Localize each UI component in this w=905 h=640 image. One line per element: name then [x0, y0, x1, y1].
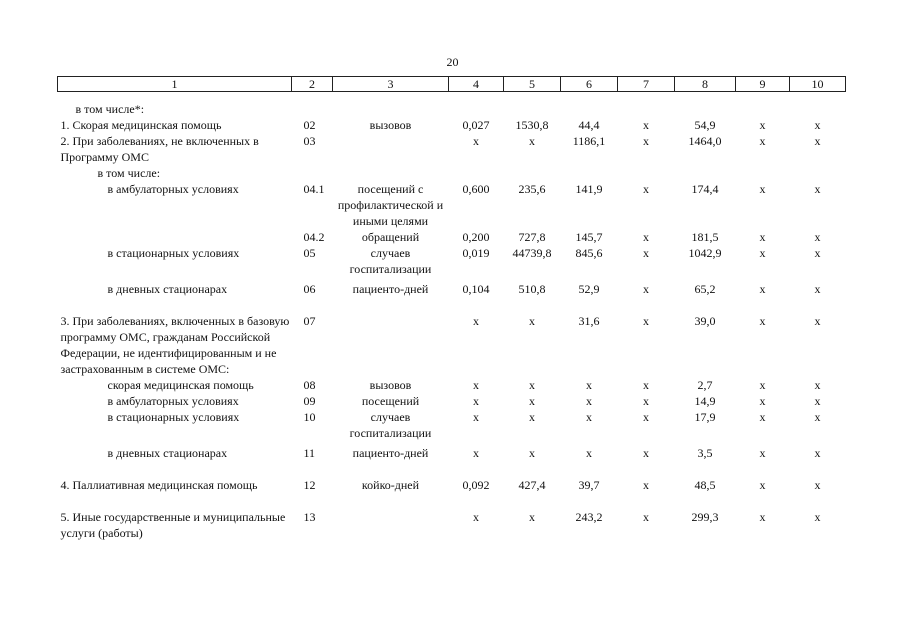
row-col10: x	[814, 118, 821, 132]
header-row	[58, 77, 846, 92]
row-col7: x	[643, 134, 649, 148]
row-col7	[618, 92, 675, 118]
row-col4: 0,019	[462, 246, 490, 260]
row-col8: 174,4	[691, 182, 719, 196]
row-col10: x	[814, 182, 821, 196]
row-col8: 48,5	[694, 478, 716, 492]
row-col4: x	[473, 378, 479, 392]
row-unit: случаев госпитализации	[349, 246, 432, 276]
row-col10: x	[814, 478, 821, 492]
row-col5: x	[529, 134, 535, 148]
row-code	[292, 92, 333, 118]
header-cell: 10	[790, 77, 846, 92]
row-code: 09	[303, 394, 316, 408]
row-col6: 44,4	[578, 118, 600, 132]
row-col6: x	[586, 378, 592, 392]
header-cell: 9	[736, 77, 790, 92]
row-col8: 2,7	[697, 378, 713, 392]
row-col10	[790, 92, 846, 118]
row-col8: 39,0	[694, 314, 716, 328]
row-col5: x	[529, 314, 535, 328]
table-row	[58, 277, 846, 297]
row-col7: x	[643, 314, 649, 328]
row-name: в том числе*:	[75, 102, 145, 116]
row-col4: x	[473, 314, 479, 328]
row-col9: x	[759, 446, 766, 460]
row-col9	[736, 92, 790, 118]
row-name: в стационарных условиях	[107, 246, 240, 260]
row-unit: пациенто-дней	[352, 446, 429, 460]
row-col8: 1464,0	[688, 134, 722, 148]
row-code: 04.2	[303, 230, 325, 244]
header-cell: 7	[618, 77, 675, 92]
row-col7: x	[643, 410, 649, 424]
row-code: 04.1	[303, 182, 325, 196]
row-col5: 427,4	[518, 478, 546, 492]
row-code: 07	[303, 314, 316, 328]
row-col4: 0,092	[462, 478, 490, 492]
row-col6: 31,6	[578, 314, 600, 328]
row-col5: 235,6	[518, 182, 546, 196]
row-unit	[333, 165, 449, 181]
row-col7: x	[643, 246, 649, 260]
row-col5	[504, 165, 561, 181]
row-col7: x	[643, 478, 649, 492]
row-name: в стационарных условиях	[107, 410, 240, 424]
table-row	[58, 245, 846, 277]
row-col7: x	[643, 378, 649, 392]
row-col6: x	[586, 394, 592, 408]
row-col4: x	[473, 510, 479, 524]
row-col9: x	[759, 282, 766, 296]
row-col10: x	[814, 394, 821, 408]
row-unit	[333, 297, 449, 377]
table-row	[58, 117, 846, 133]
table-row	[58, 393, 846, 409]
row-col6: 52,9	[578, 282, 600, 296]
row-name	[58, 229, 292, 245]
row-col5: x	[529, 446, 535, 460]
row-col10: x	[814, 314, 821, 328]
table-row	[58, 229, 846, 245]
row-unit: койко-дней	[361, 478, 420, 492]
table-row	[58, 441, 846, 461]
row-col10: x	[814, 446, 821, 460]
row-unit: случаев госпитализации	[349, 410, 432, 440]
row-col9: x	[759, 378, 766, 392]
row-unit	[333, 92, 449, 118]
table-row	[58, 165, 846, 181]
row-col6: x	[586, 446, 592, 460]
row-col9: x	[759, 182, 766, 196]
row-col7: x	[643, 182, 649, 196]
row-col6: 845,6	[575, 246, 603, 260]
row-col4: x	[473, 394, 479, 408]
row-col9: x	[759, 246, 766, 260]
row-col4: 0,104	[462, 282, 490, 296]
row-col9: x	[759, 394, 766, 408]
services-table	[57, 76, 846, 541]
row-name: 4. Паллиативная медицинская помощь	[60, 478, 258, 492]
row-col10: x	[814, 246, 821, 260]
row-code: 06	[303, 282, 316, 296]
row-code	[292, 165, 333, 181]
row-col6: 39,7	[578, 478, 600, 492]
row-name: в амбулаторных условиях	[107, 182, 239, 196]
row-code: 12	[303, 478, 316, 492]
row-code: 13	[303, 510, 316, 524]
row-col9: x	[759, 230, 766, 244]
row-col10	[790, 165, 846, 181]
row-col7	[618, 165, 675, 181]
row-col4: 0,600	[462, 182, 490, 196]
row-name: 3. При заболеваниях, включенных в базовую программу ОМС, гражданам Российской Федерации, не идентифицированным и не застрахованным в системе ОМС:	[60, 314, 290, 376]
page-number: 20	[446, 55, 459, 69]
row-col6: 1186,1	[572, 134, 606, 148]
row-name: в дневных стационарах	[107, 282, 228, 296]
table-row	[58, 493, 846, 541]
row-col8: 54,9	[694, 118, 716, 132]
row-col4: 0,027	[462, 118, 490, 132]
row-code: 11	[303, 446, 316, 460]
row-unit	[333, 133, 449, 165]
header-cell: 1	[58, 77, 292, 92]
header-cell: 4	[449, 77, 504, 92]
row-code: 02	[303, 118, 316, 132]
row-col5: 1530,8	[515, 118, 549, 132]
row-code: 03	[303, 134, 316, 148]
row-col4: x	[473, 410, 479, 424]
row-col9: x	[759, 118, 766, 132]
row-col10: x	[814, 510, 821, 524]
header-cell: 2	[292, 77, 333, 92]
row-col8: 1042,9	[688, 246, 722, 260]
row-name: в том числе:	[97, 166, 161, 180]
row-col6: 145,7	[575, 230, 603, 244]
row-unit: посещений с профилактической и иными целями	[337, 182, 444, 228]
row-col5: x	[529, 378, 535, 392]
row-col4: x	[473, 134, 479, 148]
row-col8	[675, 92, 736, 118]
row-col9: x	[759, 314, 766, 328]
row-col8	[675, 165, 736, 181]
row-col10: x	[814, 410, 821, 424]
header-cell: 5	[504, 77, 561, 92]
row-name: скорая медицинская помощь	[107, 378, 254, 392]
header-cell: 3	[333, 77, 449, 92]
row-col10: x	[814, 134, 821, 148]
row-col6	[561, 165, 618, 181]
row-unit: обращений	[361, 230, 420, 244]
row-col6: 141,9	[575, 182, 603, 196]
table-row	[58, 461, 846, 493]
row-col9: x	[759, 510, 766, 524]
row-name: 5. Иные государственные и муниципальные услуги (работы)	[60, 510, 286, 540]
row-unit: вызовов	[369, 378, 412, 392]
row-col10: x	[814, 378, 821, 392]
row-col5: x	[529, 394, 535, 408]
row-unit	[333, 493, 449, 541]
table-header	[58, 77, 846, 92]
row-col8: 181,5	[691, 230, 719, 244]
row-col7: x	[643, 282, 649, 296]
row-col4: x	[473, 446, 479, 460]
row-col10: x	[814, 282, 821, 296]
row-unit: вызовов	[369, 118, 412, 132]
row-col5: x	[529, 410, 535, 424]
row-col9: x	[759, 410, 766, 424]
row-name: 2. При заболеваниях, не включенных в Программу ОМС	[60, 134, 259, 164]
table-row	[58, 409, 846, 441]
table-row	[58, 377, 846, 393]
row-col7: x	[643, 118, 649, 132]
row-col6	[561, 92, 618, 118]
row-col5	[504, 92, 561, 118]
row-col5: 727,8	[518, 230, 546, 244]
row-name: в амбулаторных условиях	[107, 394, 239, 408]
row-col6: x	[586, 410, 592, 424]
row-col4	[449, 92, 504, 118]
row-col9: x	[759, 134, 766, 148]
row-code: 10	[303, 410, 316, 424]
row-col8: 17,9	[694, 410, 716, 424]
row-col5: 510,8	[518, 282, 546, 296]
row-col10: x	[814, 230, 821, 244]
row-col8: 65,2	[694, 282, 716, 296]
row-code: 08	[303, 378, 316, 392]
row-col7: x	[643, 394, 649, 408]
row-col8: 14,9	[694, 394, 716, 408]
row-col9	[736, 165, 790, 181]
table-row	[58, 297, 846, 377]
row-col8: 3,5	[697, 446, 713, 460]
row-col7: x	[643, 230, 649, 244]
row-unit: посещений	[361, 394, 420, 408]
table-row	[58, 92, 846, 118]
row-col9: x	[759, 478, 766, 492]
row-col4: 0,200	[462, 230, 490, 244]
header-cell: 8	[675, 77, 736, 92]
row-name: в дневных стационарах	[107, 446, 228, 460]
row-col6: 243,2	[575, 510, 603, 524]
row-col5: 44739,8	[512, 246, 552, 260]
row-name: 1. Скорая медицинская помощь	[60, 118, 222, 132]
header-cell: 6	[561, 77, 618, 92]
row-col4	[449, 165, 504, 181]
row-col5: x	[529, 510, 535, 524]
table-row	[58, 133, 846, 165]
row-col8: 299,3	[691, 510, 719, 524]
table-row	[58, 181, 846, 229]
row-unit: пациенто-дней	[352, 282, 429, 296]
row-col7: x	[643, 510, 649, 524]
row-col7: x	[643, 446, 649, 460]
row-code: 05	[303, 246, 316, 260]
